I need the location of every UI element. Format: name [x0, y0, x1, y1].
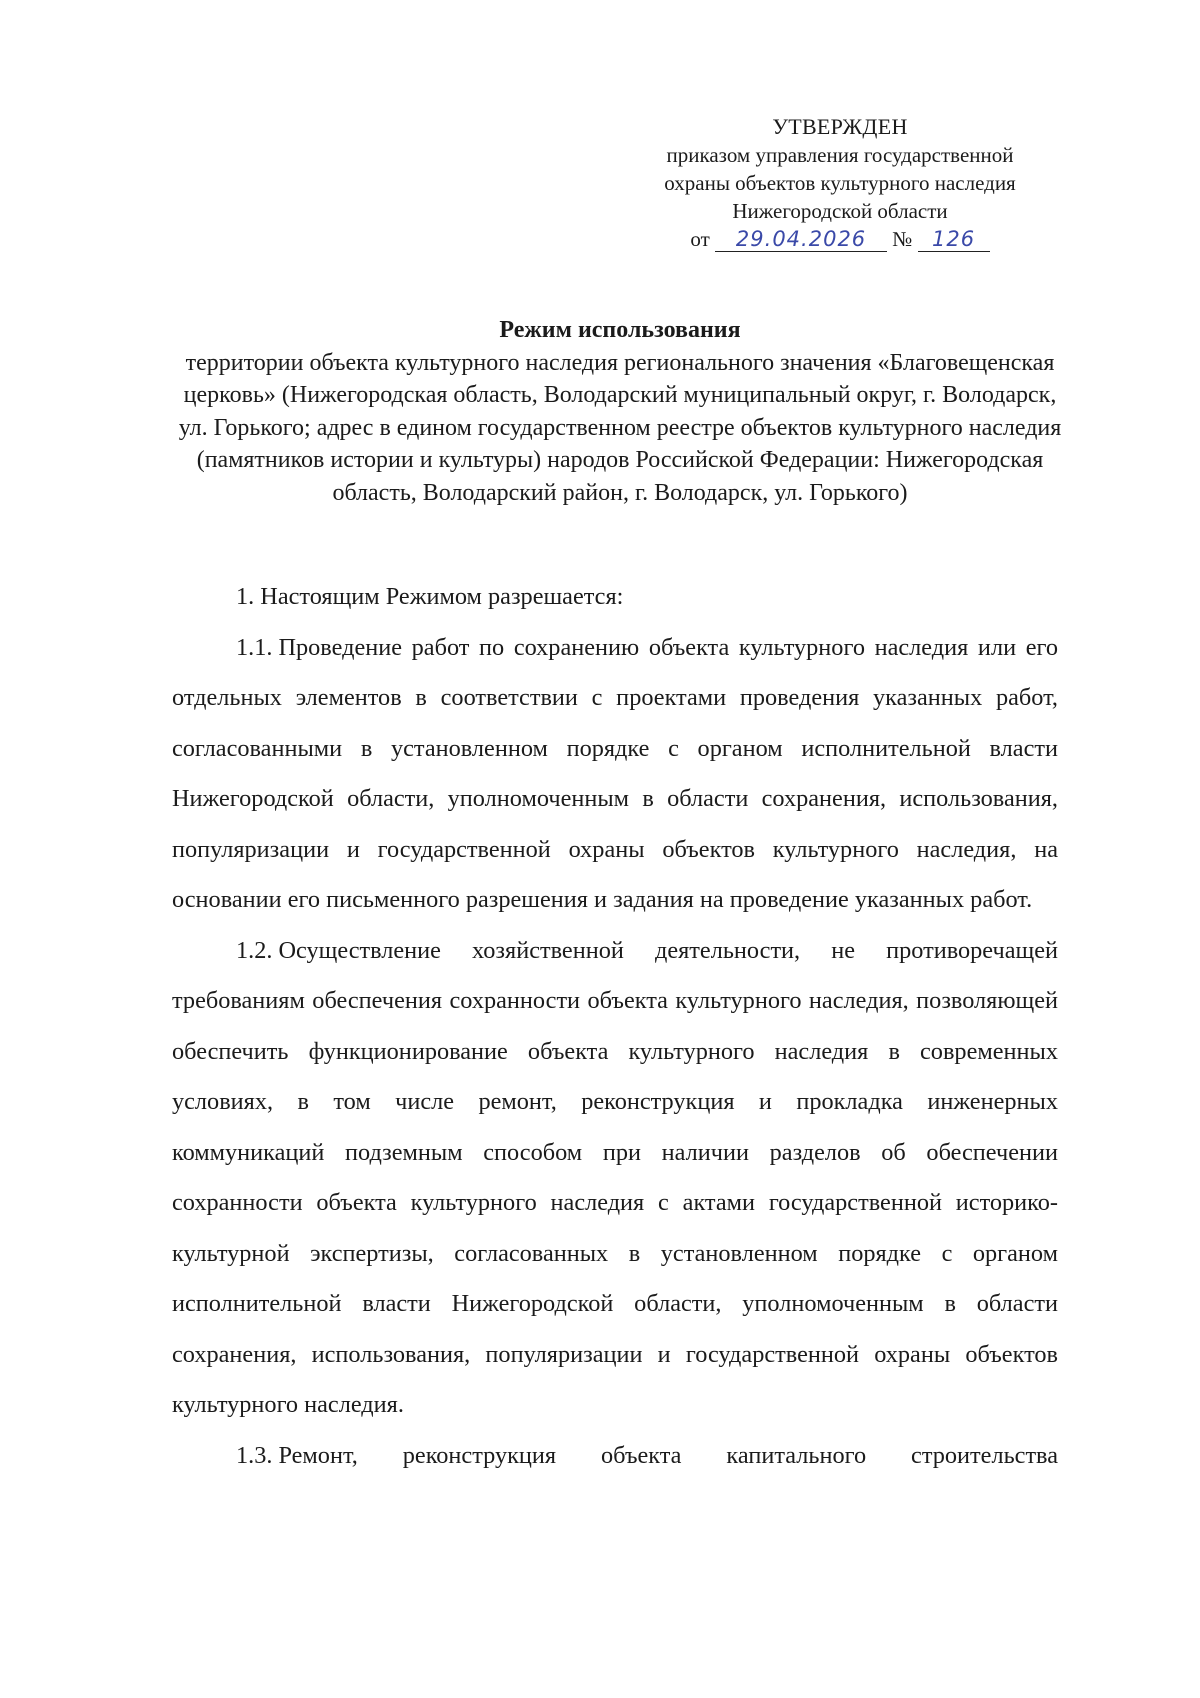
- approval-line-1: приказом управления государственной: [666, 143, 1014, 167]
- document-title: Режим использования: [499, 317, 741, 343]
- paragraph-1-2-text: Осуществление хозяйственной деятельности, не противоречащей требованиям обеспечения сохранности объекта культурного наследия, позволяющей обеспечить функционирование объекта культурного наследия в современных условиях, в том числе ремонт, реконструкция и прокладка инженерных коммуникаций подземным способом при наличии разделов об обеспечении сохранности объекта культурного наследия с актами государственной историко-культурной экспертизы, согласованных в установленном порядке с органом исполнительной власти Нижегородской области, уполномоченным в области сохранения, использования, популяризации и государственной охраны объектов культурного наследия.: [172, 936, 1058, 1418]
- approval-heading: УТВЕРЖДЕН: [772, 114, 908, 139]
- paragraph-1-3-text: Ремонт, реконструкция объекта капитального строительства: [278, 1441, 1058, 1469]
- approval-date-line: [625, 225, 1055, 253]
- document-subtitle: территории объекта культурного наследия регионального значения «Благовещенская церковь» (Нижегородская область, Володарский муниципальный округ, г. Володарск, ул. Горького; адрес в едином государственном реестре объектов культурного наследия (памятников истории и культуры) народов Российской Федерации: Нижегородская область, Володарский район, г. Володарск, ул. Горького): [178, 349, 1062, 506]
- approval-block: [625, 113, 1055, 253]
- paragraph-1-2-number: 1.2.: [236, 936, 273, 964]
- paragraph-1-1-number: 1.1.: [236, 633, 273, 661]
- approval-line-2: охраны объектов культурного наследия: [664, 171, 1016, 195]
- paragraph-1-2: [172, 926, 1058, 1431]
- document-body: [172, 572, 1058, 1481]
- handwritten-number: 126: [918, 227, 990, 252]
- date-prefix: от: [690, 227, 710, 251]
- number-prefix: №: [892, 227, 913, 251]
- paragraph-1-3-number: 1.3.: [236, 1441, 273, 1469]
- title-block: [170, 314, 1070, 509]
- handwritten-date: 29.04.2026: [715, 227, 887, 252]
- paragraph-1-1-text: Проведение работ по сохранению объекта культурного наследия или его отдельных элементов в соответствии с проектами проведения указанных работ, согласованными в установленном порядке с органом исполнительной власти Нижегородской области, уполномоченным в области сохранения, использования, популяризации и государственной охраны объектов культурного наследия, на основании его письменного разрешения и задания на проведение указанных работ.: [172, 633, 1058, 913]
- paragraph-1: 1. Настоящим Режимом разрешается:: [236, 583, 624, 610]
- approval-line-3: Нижегородской области: [732, 199, 948, 223]
- paragraph-1-3: [172, 1431, 1058, 1482]
- paragraph-1-1: [172, 623, 1058, 926]
